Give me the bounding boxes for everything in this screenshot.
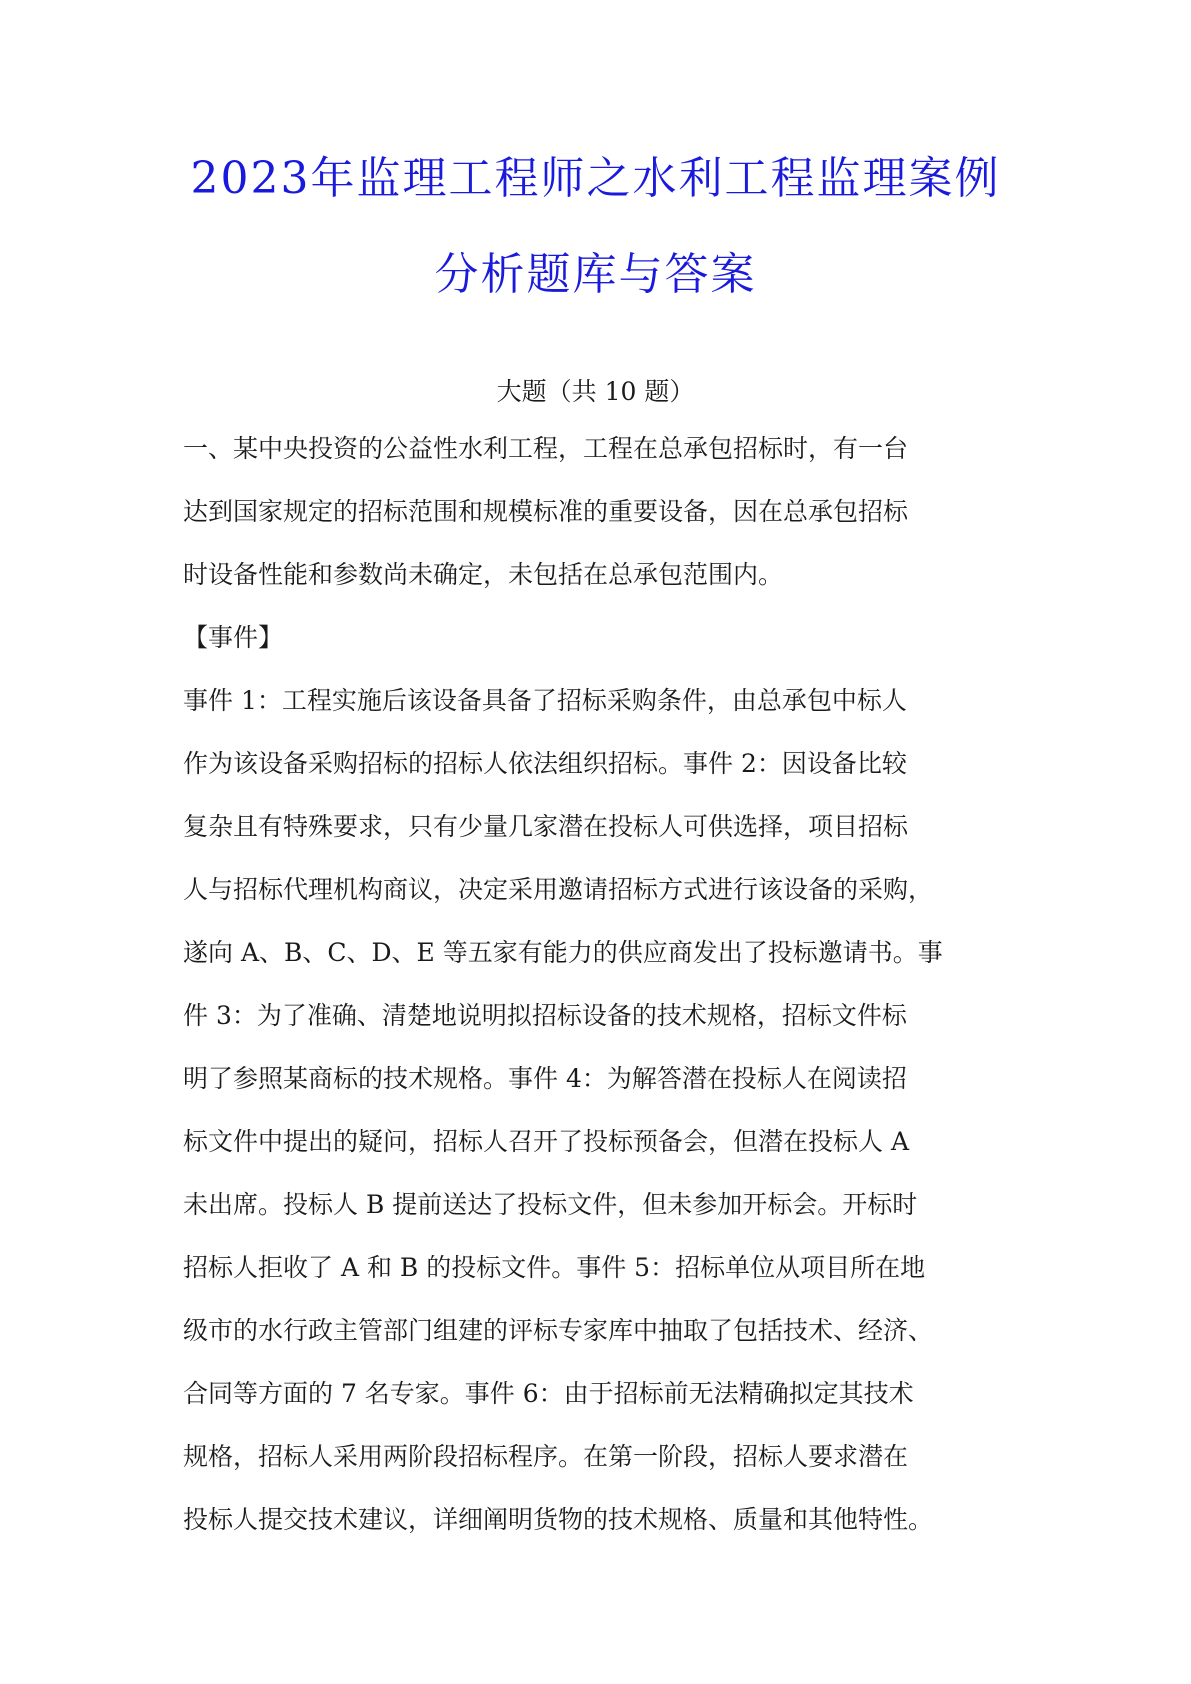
body-line: 明了参照某商标的技术规格。事件 4：为解答潜在投标人在阅读招	[183, 1064, 907, 1093]
body-line: 人与招标代理机构商议，决定采用邀请招标方式进行该设备的采购，	[183, 875, 934, 904]
body-line: 【事件】	[183, 623, 284, 652]
body-line: 规格，招标人采用两阶段招标程序。在第一阶段，招标人要求潜在	[183, 1442, 909, 1471]
section-heading: 大题（共 10 题）	[496, 377, 695, 406]
document-title-line-1: 2023年监理工程师之水利工程监理案例	[190, 153, 1001, 204]
body-line: 事件 1：工程实施后该设备具备了招标采购条件，由总承包中标人	[183, 686, 907, 715]
body-line: 级市的水行政主管部门组建的评标专家库中抽取了包括技术、经济、	[183, 1316, 934, 1345]
body-line: 作为该设备采购招标的招标人依法组织招标。事件 2：因设备比较	[183, 749, 907, 778]
body-line: 复杂且有特殊要求，只有少量几家潜在投标人可供选择，项目招标	[183, 812, 909, 841]
body-line: 投标人提交技术建议，详细阐明货物的技术规格、质量和其他特性。	[183, 1505, 934, 1534]
body-line: 遂向 A、B、C、D、E 等五家有能力的供应商发出了投标邀请书。事	[183, 938, 943, 967]
body-line: 招标人拒收了 A 和 B 的投标文件。事件 5：招标单位从项目所在地	[183, 1253, 926, 1282]
body-line: 标文件中提出的疑问，招标人召开了投标预备会，但潜在投标人 A	[183, 1127, 910, 1156]
body-line: 未出席。投标人 B 提前送达了投标文件，但未参加开标会。开标时	[183, 1190, 918, 1219]
body-line: 一、某中央投资的公益性水利工程，工程在总承包招标时，有一台	[183, 434, 909, 463]
body-line: 达到国家规定的招标范围和规模标准的重要设备，因在总承包招标	[183, 497, 909, 526]
document-body	[183, 431, 1083, 1565]
document-title-line-2: 分析题库与答案	[434, 249, 757, 300]
body-line: 件 3：为了准确、清楚地说明拟招标设备的技术规格，招标文件标	[183, 1001, 907, 1030]
body-line: 时设备性能和参数尚未确定，未包括在总承包范围内。	[183, 560, 784, 589]
body-line: 合同等方面的 7 名专家。事件 6：由于招标前无法精确拟定其技术	[183, 1379, 914, 1408]
